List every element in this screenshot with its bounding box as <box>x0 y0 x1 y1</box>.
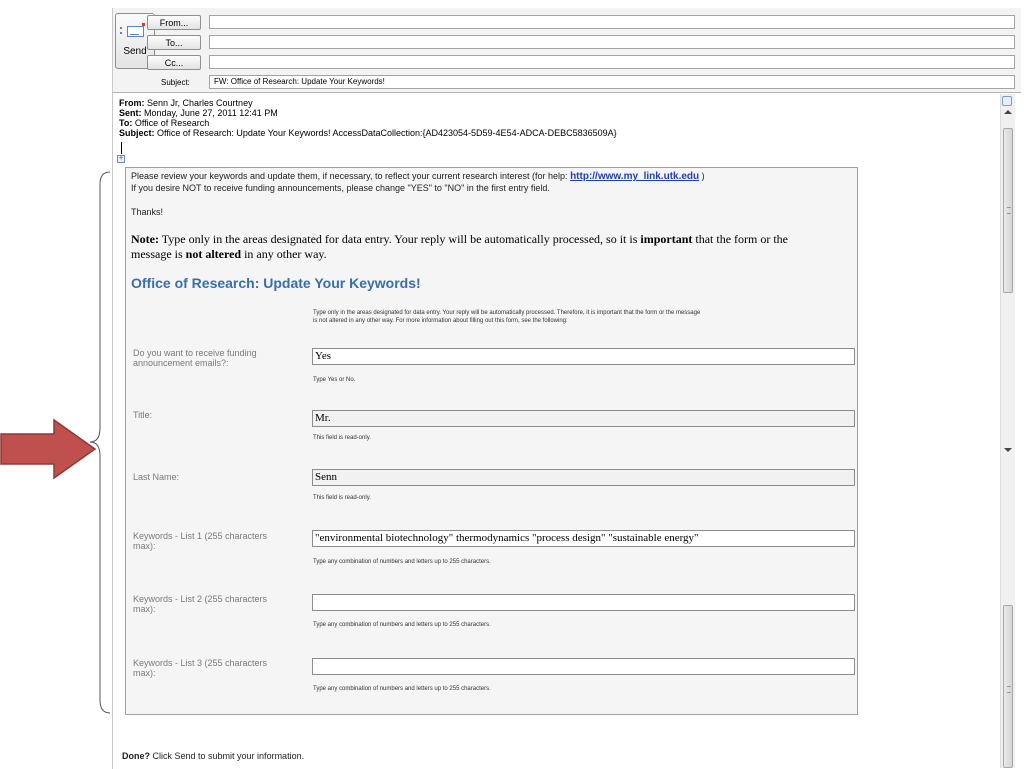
last-name-input[interactable]: Senn <box>312 469 855 486</box>
done-line: Done? Click Send to submit your information. <box>122 751 305 761</box>
intro-line2: If you desire NOT to receive funding announcements, please change "YES" to "NO" in the first entry field. <box>131 183 550 193</box>
message-scrollbar-bottom[interactable] <box>1000 455 1015 768</box>
scroll-thumb-lower[interactable] <box>1003 605 1013 768</box>
header-to: To: Office of Research <box>119 118 210 128</box>
keywords-list3-label: Keywords - List 3 (255 characters max): <box>133 658 268 678</box>
big-red-arrow-icon <box>0 418 100 480</box>
send-dots-icon <box>120 27 127 34</box>
thanks-text: Thanks! <box>131 207 164 217</box>
form-instructions-line1: Type only in the areas designated for data entry. Your reply will be automatically processed. Therefore, it is important that the form or the message <box>313 310 701 316</box>
scroll-up-icon[interactable] <box>1004 110 1012 114</box>
header-from: From: Senn Jr, Charles Courtney <box>119 98 253 108</box>
title-input[interactable]: Mr. <box>312 410 855 427</box>
split-view-icon[interactable] <box>1002 96 1012 106</box>
message-scrollbar-top[interactable] <box>1000 94 1015 455</box>
cc-field[interactable] <box>209 55 1015 69</box>
last-name-hint: This field is read-only. <box>313 495 371 501</box>
intro-line1: Please review your keywords and update them, if necessary, to reflect your current research interest (for help: http://www.my_link.utk.edu ) <box>131 171 705 182</box>
scroll-down-icon[interactable] <box>1004 448 1012 452</box>
from-button[interactable]: From... <box>147 15 201 30</box>
anchor-icon[interactable]: + <box>118 155 124 162</box>
funding-emails-input[interactable]: Yes <box>312 348 855 365</box>
help-link[interactable]: http://www.my_link.utk.edu <box>570 171 700 182</box>
funding-emails-label: Do you want to receive funding announcement emails?: <box>133 348 257 368</box>
note-line2: message is not altered in any other way. <box>131 247 327 261</box>
keywords-list3-input[interactable] <box>312 658 855 675</box>
note-line1: Note: Type only in the areas designated for data entry. Your reply will be automatically processed, so it is important that the form or the <box>131 232 789 246</box>
keywords-list2-input[interactable] <box>312 594 855 611</box>
keywords-list3-hint: Type any combination of numbers and letters up to 255 characters. <box>313 686 491 692</box>
from-field[interactable] <box>209 15 1015 29</box>
last-name-label: Last Name: <box>133 472 180 482</box>
text-cursor <box>121 142 122 154</box>
keywords-list1-label: Keywords - List 1 (255 characters max): <box>133 531 268 551</box>
envelope-send-icon <box>127 26 144 37</box>
title-hint: This field is read-only. <box>313 435 371 441</box>
flag-icon <box>142 23 145 26</box>
send-button-label: Send <box>123 46 147 57</box>
keywords-list2-hint: Type any combination of numbers and letters up to 255 characters. <box>313 622 491 628</box>
funding-emails-hint: Type Yes or No. <box>313 377 356 383</box>
cc-button[interactable]: Cc... <box>147 55 201 70</box>
subject-label: Subject: <box>161 78 190 87</box>
keywords-list1-input[interactable]: "environmental biotechnology" thermodynamics "process design" "sustainable energy" <box>312 530 855 547</box>
header-subject: Subject: Office of Research: Update Your Keywords! AccessDataCollection:{AD423054-5D59-4E54-ADCA-DEBC5836509A} <box>119 128 617 138</box>
keywords-list2-label: Keywords - List 2 (255 characters max): <box>133 594 268 614</box>
scroll-thumb[interactable] <box>1003 128 1013 293</box>
grip-icon <box>1007 207 1011 214</box>
header-sent: Sent: Monday, June 27, 2011 12:41 PM <box>119 108 278 118</box>
keywords-list1-hint: Type any combination of numbers and letters up to 255 characters. <box>313 559 491 565</box>
form-instructions-line2: is not altered in any other way. For more information about filling out this form, see the following: <box>313 318 568 324</box>
to-button[interactable]: To... <box>147 35 201 50</box>
subject-field[interactable]: FW: Office of Research: Update Your Keywords! <box>209 75 1015 89</box>
title-label: Title: <box>133 410 153 420</box>
form-title: Office of Research: Update Your Keywords! <box>131 275 421 291</box>
to-field[interactable] <box>209 35 1015 49</box>
grip-icon <box>1007 686 1011 693</box>
